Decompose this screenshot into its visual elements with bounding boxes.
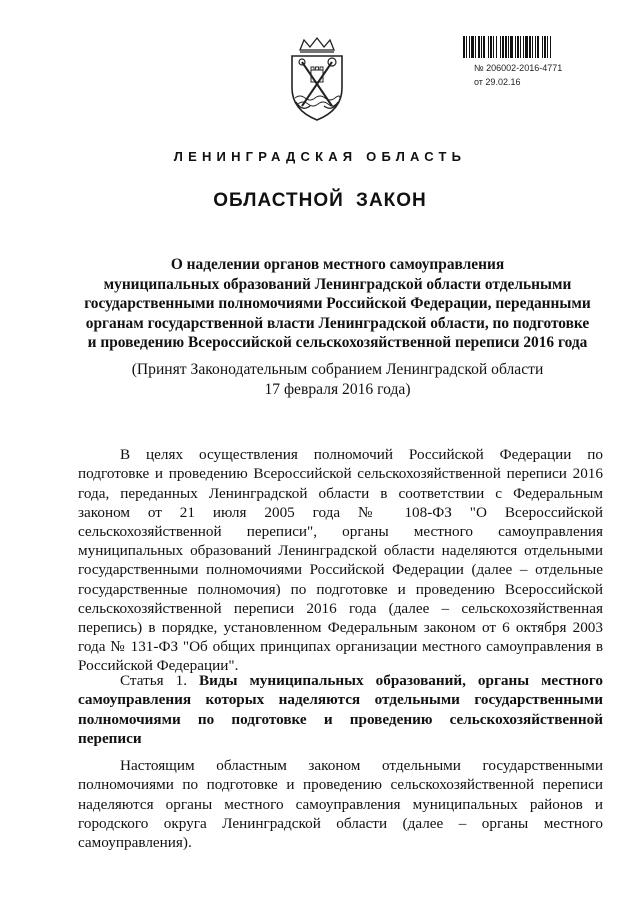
article-1-heading bbox=[78, 671, 603, 748]
law-title-line: муниципальных образований Ленинградской области отдельными bbox=[103, 275, 572, 293]
law-title bbox=[60, 255, 615, 353]
adoption-note-line: (Принят Законодательным собранием Ленинградской области bbox=[131, 361, 544, 378]
preamble-paragraph: В целях осуществления полномочий Российской Федерации по подготовке и проведению Всероссийской сельскохозяйственной переписи 2016 года, переданных Ленинградской области в соответствии с Федеральным законом от 21 июля 2005 года № 108-ФЗ "О Всероссийской сельскохозяйственной переписи", органы местного самоуправления муниципальных образований Ленинградской области наделяются отдельными государственными полномочиями Российской Федерации (далее – отдельные государственные полномочия) по подготовке и проведению Всероссийской сельскохозяйственной переписи 2016 года (далее – сельскохозяйственная перепись) в порядке, установленном Федеральным законом от 6 октября 2003 года № 131-ФЗ "Об общих принципах организации местного самоуправления в Российской Федерации". bbox=[78, 446, 603, 675]
registration-number: № 206002-2016-4771 bbox=[474, 63, 563, 73]
registration-date: от 29.02.16 bbox=[474, 77, 521, 87]
region-heading: ЛЕНИНГРАДСКАЯ ОБЛАСТЬ bbox=[173, 149, 467, 164]
law-title-line: и проведению Всероссийской сельскохозяйственной переписи 2016 года bbox=[87, 334, 588, 351]
barcode-icon bbox=[462, 36, 612, 58]
law-title-line: органам государственной власти Ленинградской области, по подготовке bbox=[85, 314, 590, 332]
coat-of-arms-icon bbox=[286, 36, 348, 122]
article-1-title: Виды муниципальных образований, органы местного самоуправления которых наделяются отдельными государственными полномочиями по подготовке и проведению сельскохозяйственной переписи bbox=[78, 672, 604, 747]
article-1-prefix: Статья 1. bbox=[120, 672, 188, 690]
law-title-line: государственными полномочиями Российской Федерации, переданными bbox=[84, 295, 591, 312]
document-type-heading: ОБЛАСТНОЙ ЗАКОН bbox=[213, 190, 427, 211]
registration-block bbox=[474, 61, 562, 89]
law-title-line: О наделении органов местного самоуправления bbox=[170, 256, 505, 273]
adoption-note bbox=[60, 360, 615, 400]
adoption-note-line: 17 февраля 2016 года) bbox=[264, 381, 411, 398]
article-1-paragraph: Настоящим областным законом отдельными государственными полномочиями по подготовке и проведению сельскохозяйственной переписи наделяются органы местного самоуправления муниципальных районов и городского округа Ленинградской области (далее – органы местного самоуправления). bbox=[78, 757, 603, 851]
